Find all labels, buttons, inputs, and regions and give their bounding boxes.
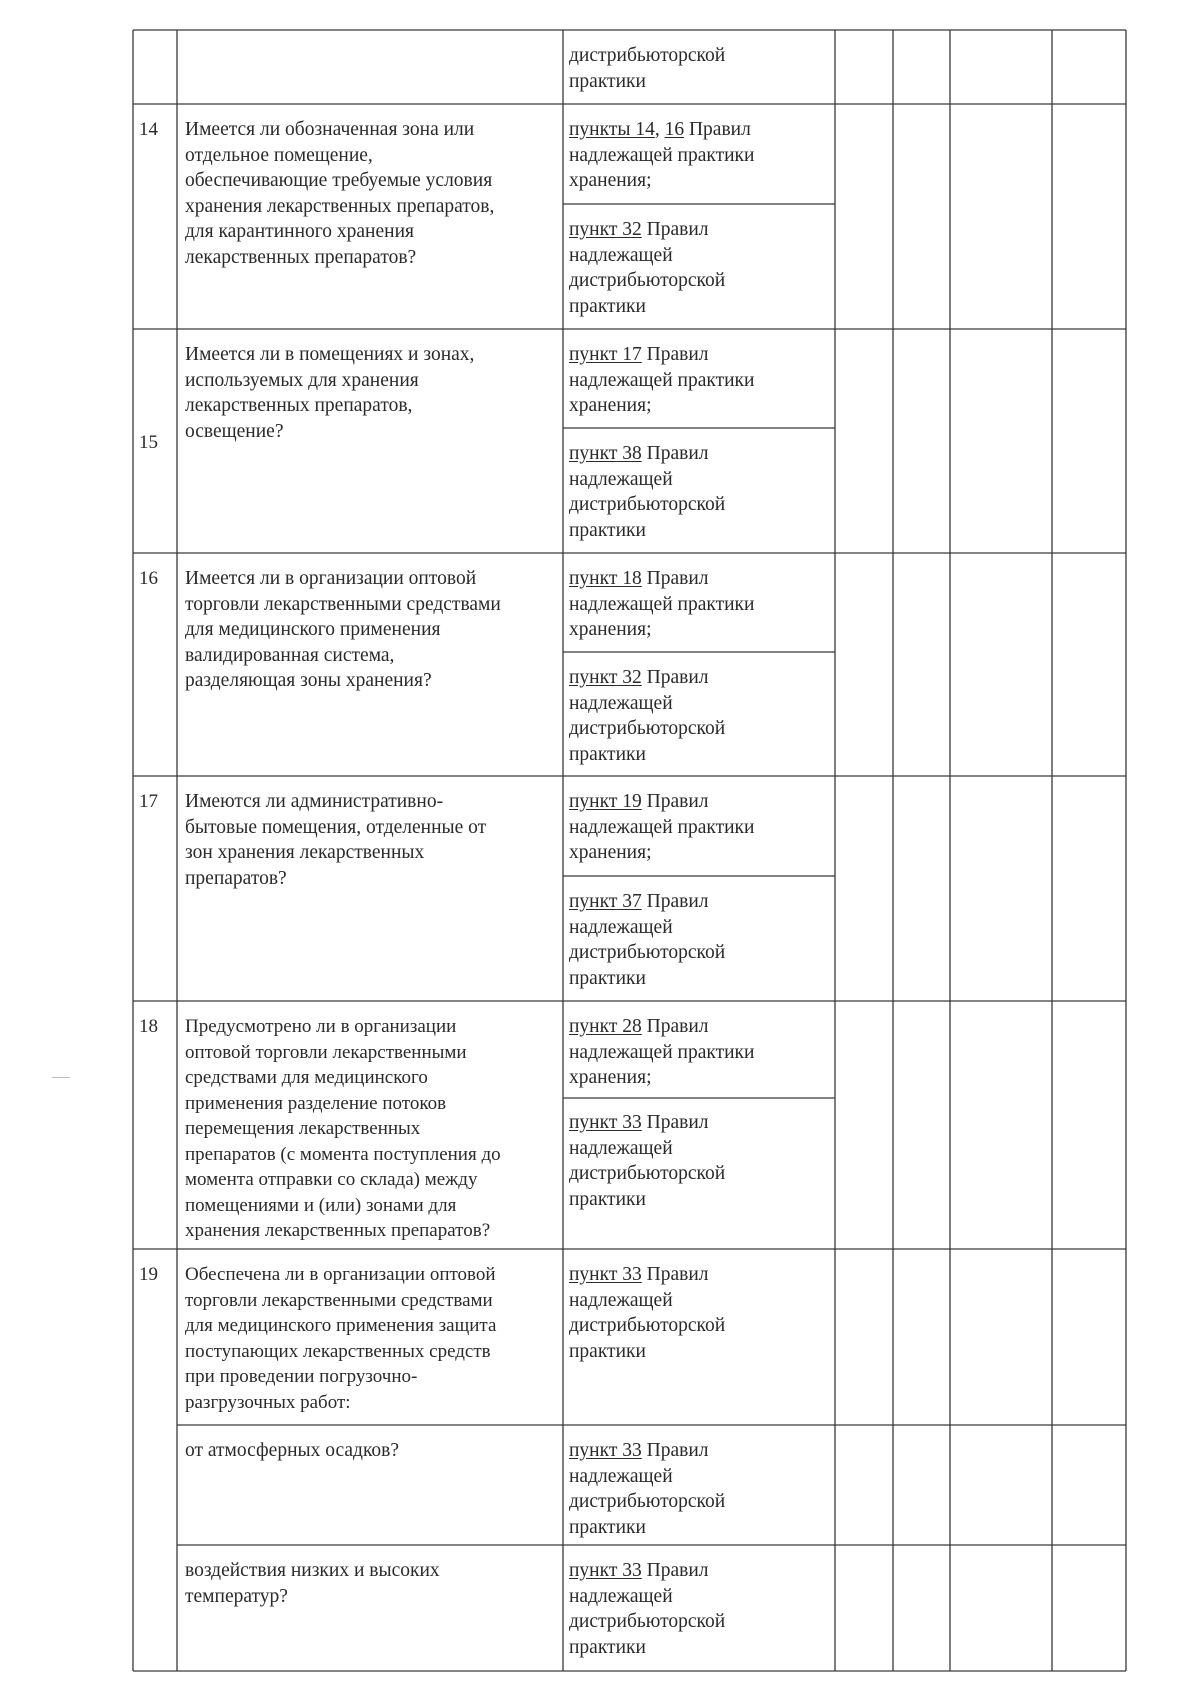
item-question: Обеспечена ли в организации оптовой торговли лекарственными средствами для медицинского применения защита поступающих лекарственных средств при проведении погрузочно- разгрузочных работ: [185, 1264, 497, 1413]
legal-reference [569, 117, 831, 194]
legal-reference [569, 665, 831, 767]
reference-link[interactable]: пункт 33 [569, 1440, 642, 1461]
subitem-question: от атмосферных осадков? [185, 1440, 400, 1461]
item-number: 14 [139, 119, 158, 140]
item-number: 19 [139, 1264, 158, 1285]
legal-reference [569, 1438, 831, 1540]
reference-text: Правил надлежащей дистрибьюторской практики [569, 1560, 726, 1658]
reference-link[interactable]: пункт 38 [569, 443, 642, 464]
reference-text: Правил надлежащей практики хранения; [569, 568, 755, 640]
legal-reference [569, 342, 831, 419]
reference-text: Правил надлежащей дистрибьюторской практики [569, 1264, 726, 1362]
reference-link[interactable]: пункт 33 [569, 1560, 642, 1581]
legal-reference [569, 441, 831, 543]
item-question: Имеется ли в организации оптовой торговли лекарственными средствами для медицинского применения валидированная система, разделяющая зоны хранения? [185, 568, 501, 691]
reference-link[interactable]: пункт 28 [569, 1016, 642, 1037]
item-question: Имеется ли в помещениях и зонах, используемых для хранения лекарственных препаратов, освещение? [185, 344, 475, 442]
item-number: 17 [139, 791, 158, 812]
legal-reference [569, 1014, 831, 1091]
reference-text: Правил надлежащей дистрибьюторской практики [569, 1440, 726, 1538]
legal-reference [569, 889, 831, 991]
item-number: 15 [139, 432, 158, 453]
item-question: Имеются ли административно- бытовые помещения, отделенные от зон хранения лекарственных препаратов? [185, 791, 487, 889]
item-question: Имеется ли обозначенная зона или отдельное помещение, обеспечивающие требуемые условия хранения лекарственных препаратов, для карантинного хранения лекарственных препаратов? [185, 119, 495, 268]
item-number: 16 [139, 568, 158, 589]
reference-text: Правил надлежащей практики хранения; [569, 344, 755, 416]
item-number: 18 [139, 1016, 158, 1037]
reference-text: Правил надлежащей практики хранения; [569, 1016, 755, 1088]
legal-reference [569, 217, 831, 319]
subitem-question: воздействия низких и высоких температур? [185, 1560, 440, 1607]
reference-link[interactable]: пункты 14 [569, 119, 655, 140]
legal-reference [569, 789, 831, 866]
legal-reference [569, 1110, 831, 1212]
legal-reference [569, 1558, 831, 1660]
reference-link[interactable]: 16 [664, 119, 685, 140]
reference-text: Правил надлежащей дистрибьюторской практики [569, 443, 726, 541]
reference-text: Правил надлежащей практики хранения; [569, 791, 755, 863]
reference-link[interactable]: пункт 37 [569, 891, 642, 912]
reference-text: Правил надлежащей дистрибьюторской практики [569, 219, 726, 317]
reference-text: Правил надлежащей дистрибьюторской практики [569, 667, 726, 765]
scan-artifact [52, 1077, 70, 1078]
reference-link[interactable]: пункт 19 [569, 791, 642, 812]
reference-text: Правил надлежащей дистрибьюторской практики [569, 1112, 726, 1210]
reference-link[interactable]: пункт 33 [569, 1264, 642, 1285]
reference-text: Правил надлежащей практики хранения; [569, 119, 755, 191]
reference-link[interactable]: пункт 18 [569, 568, 642, 589]
item-question: Предусмотрено ли в организации оптовой торговли лекарственными средствами для медицинского применения разделение потоков перемещения лекарственных препаратов (с момента поступления до момента отправки со склада) между помещениями и (или) зонами для хранения лекарственных препаратов? [185, 1016, 501, 1241]
reference-link[interactable]: пункт 33 [569, 1112, 642, 1133]
reference-link[interactable]: пункт 17 [569, 344, 642, 365]
reference-text: Правил надлежащей дистрибьюторской практики [569, 891, 726, 989]
legal-reference [569, 1262, 831, 1364]
continuation-reference: дистрибьюторской практики [569, 45, 726, 92]
reference-link[interactable]: пункт 32 [569, 219, 642, 240]
reference-separator: , [654, 119, 665, 140]
reference-link[interactable]: пункт 32 [569, 667, 642, 688]
legal-reference [569, 566, 831, 643]
